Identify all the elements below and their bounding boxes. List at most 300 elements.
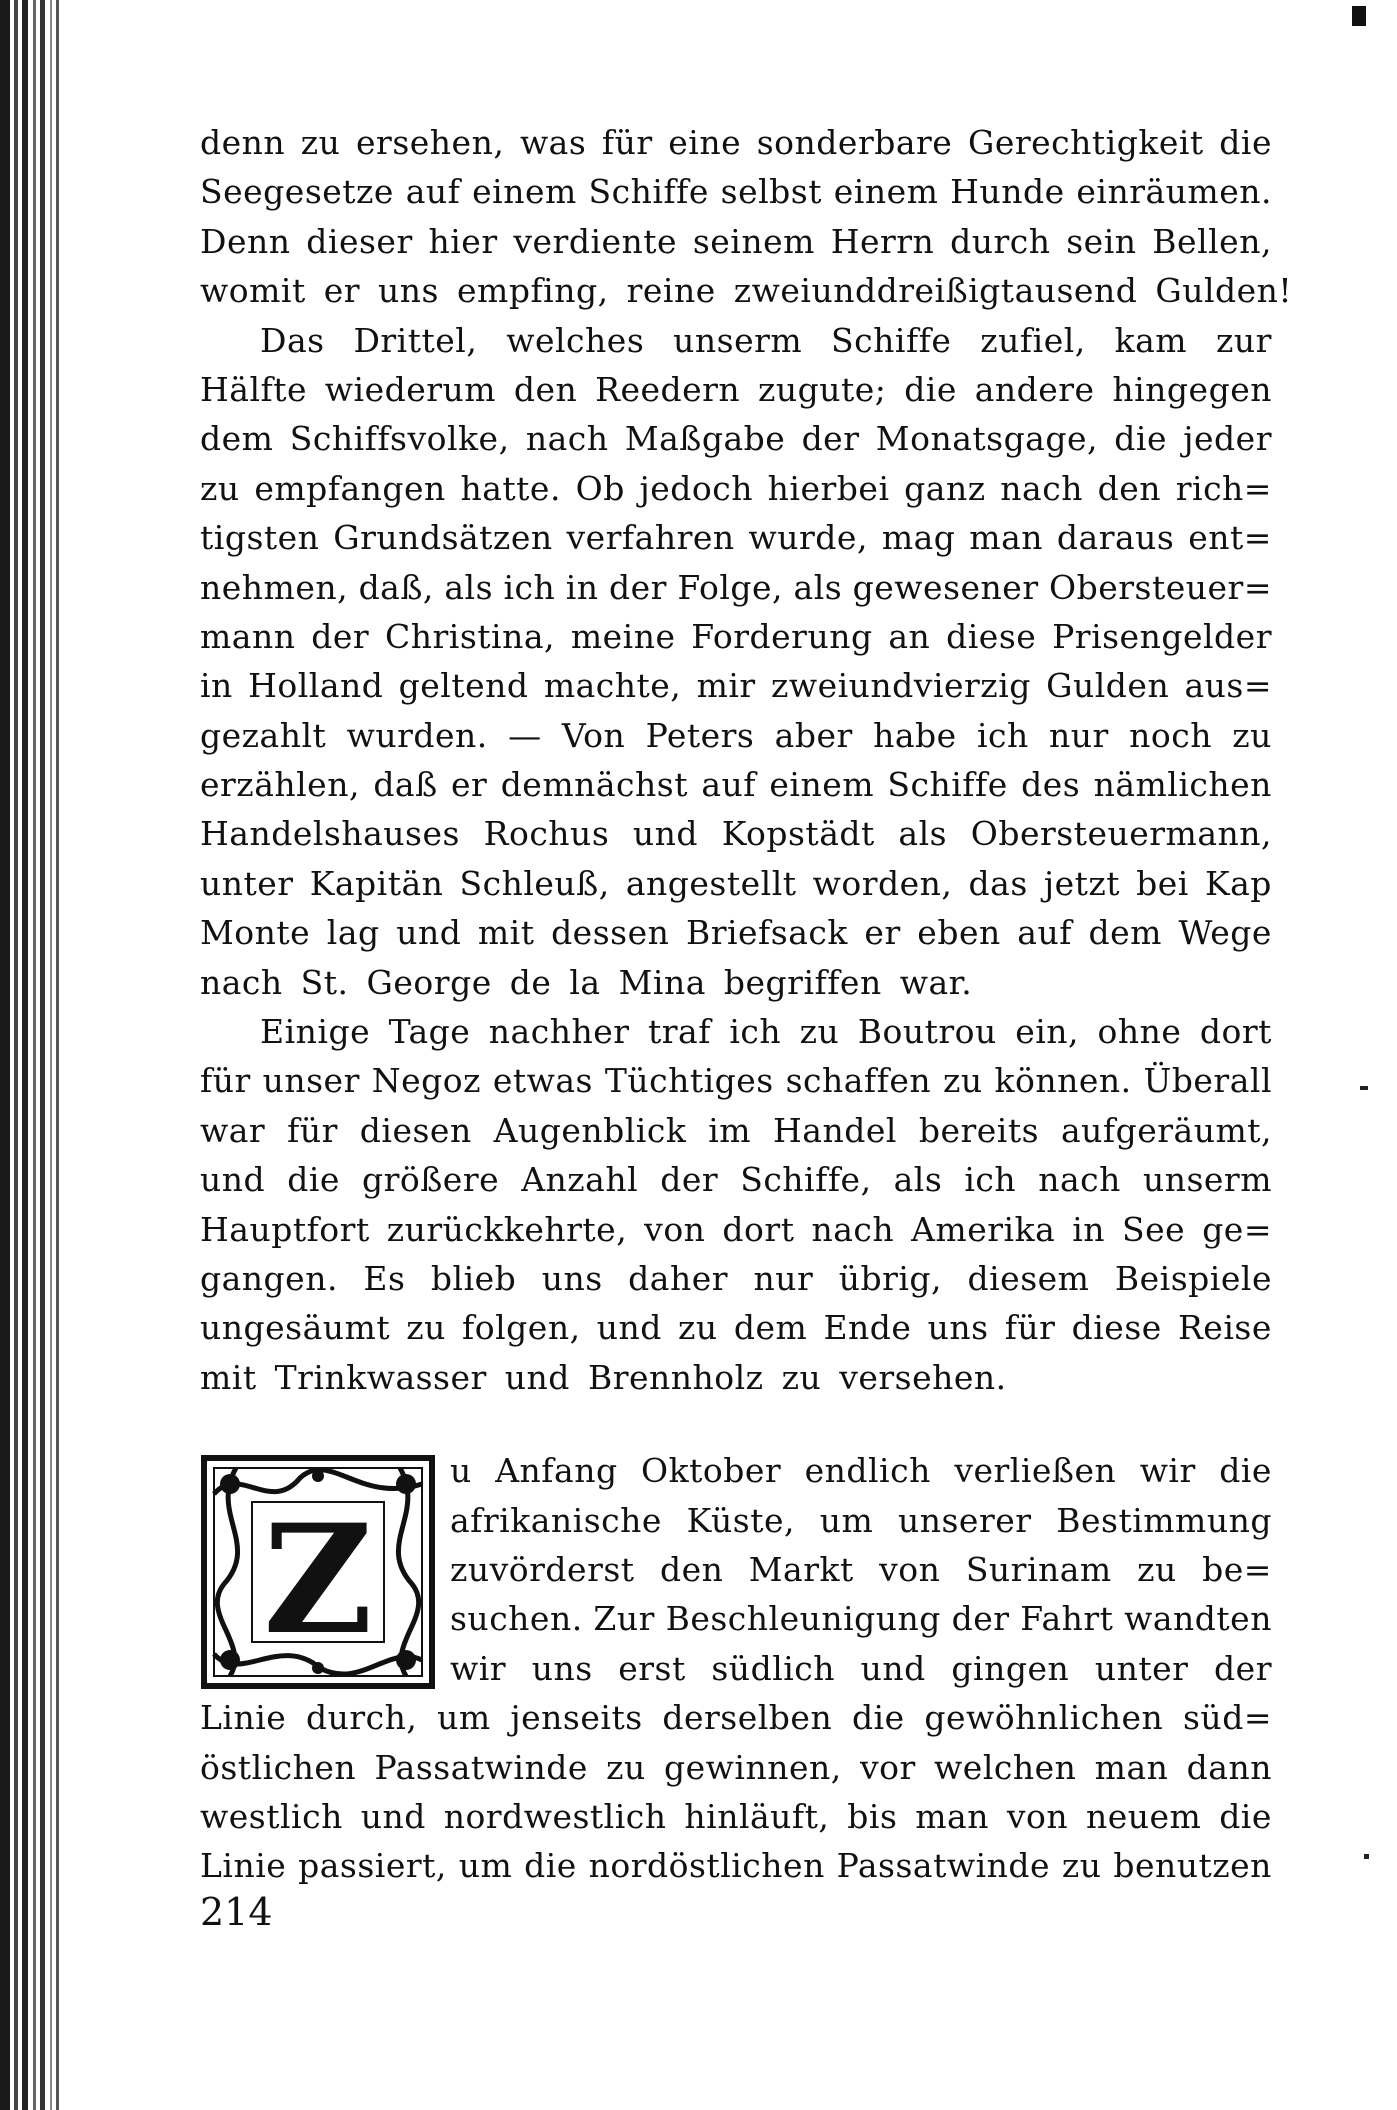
word: die <box>1114 419 1168 459</box>
word: für <box>287 1110 338 1150</box>
word: und <box>200 1160 266 1200</box>
word: Handel <box>773 1110 897 1150</box>
text-line <box>200 711 1272 760</box>
word: erst <box>618 1648 686 1688</box>
word: der <box>1214 1648 1272 1688</box>
text-line <box>200 1841 1272 1890</box>
ornamental-initial <box>200 1454 436 1690</box>
word: folgen, <box>462 1308 581 1348</box>
word: einräumen. <box>1076 172 1272 212</box>
word: einem <box>769 765 875 805</box>
word: von <box>644 1209 706 1249</box>
word: als <box>898 814 948 854</box>
word: gewöhnlichen <box>924 1698 1164 1738</box>
word: dem <box>733 1308 808 1348</box>
word: diese <box>946 616 1037 656</box>
word: bis <box>847 1796 898 1836</box>
word: kam <box>1114 320 1188 360</box>
word: mit <box>200 1357 257 1397</box>
text-line <box>200 1007 1272 1056</box>
word: ge= <box>1202 1209 1272 1249</box>
word: ersehen, <box>356 123 505 162</box>
word: unserer <box>897 1500 1032 1540</box>
word: habe <box>873 715 957 755</box>
text-line <box>450 1496 1272 1545</box>
binding-edge <box>0 0 64 2110</box>
word: gingen <box>951 1648 1070 1688</box>
word: hatte. <box>460 468 561 508</box>
word: andere <box>974 369 1095 409</box>
word: Holland <box>248 666 384 706</box>
word: können. <box>994 1061 1132 1101</box>
word: im <box>708 1110 752 1150</box>
word: empfing, <box>457 271 609 311</box>
word: nach <box>200 962 283 1002</box>
word: machte, <box>543 666 682 706</box>
word: Peters <box>645 715 755 755</box>
word: aber <box>774 715 853 755</box>
word: zufiel, <box>980 320 1086 360</box>
word: Hälfte <box>200 369 308 409</box>
word: Rochus <box>483 814 610 854</box>
word: südlich <box>711 1648 836 1688</box>
word: reine <box>626 271 716 311</box>
word: traf <box>647 1012 711 1052</box>
word: Kopstädt <box>721 814 875 854</box>
word: noch <box>1129 715 1212 755</box>
word: worden, <box>812 863 953 903</box>
word: zu <box>606 1747 646 1787</box>
word: zu <box>406 1308 446 1348</box>
word: Maßgabe <box>624 419 786 459</box>
text-line <box>450 1594 1272 1643</box>
word: größere <box>361 1160 500 1200</box>
word: Trinkwasser <box>274 1357 487 1397</box>
word: tigsten <box>200 518 320 558</box>
word: gezahlt <box>200 715 327 755</box>
word: angestellt <box>625 863 797 903</box>
word: seinem <box>692 221 815 261</box>
word: übrig, <box>838 1258 943 1298</box>
word: Grundsätzen <box>333 518 553 558</box>
word: dort <box>722 1209 795 1249</box>
word: man <box>969 518 1044 558</box>
word: Bellen, <box>1152 221 1272 261</box>
word: u <box>450 1451 472 1491</box>
word: und <box>860 1648 926 1688</box>
word: daher <box>628 1258 728 1298</box>
word: hinläuft, <box>684 1796 830 1836</box>
text-line <box>200 563 1272 612</box>
word: und <box>360 1796 426 1836</box>
word: gewesener <box>852 567 1039 607</box>
word: See <box>1122 1209 1186 1249</box>
word: war. <box>899 962 973 1002</box>
text-line <box>200 1792 1272 1841</box>
text-line <box>200 414 1272 463</box>
word: hingegen <box>1112 369 1272 409</box>
text-line <box>200 365 1272 414</box>
word: bereits <box>918 1110 1040 1150</box>
word: daß, <box>358 567 434 607</box>
word: Brennholz <box>587 1357 764 1397</box>
word: Gulden <box>1046 666 1170 706</box>
word: Anzahl <box>521 1160 639 1200</box>
word: jenseits <box>510 1698 643 1738</box>
word: Ende <box>823 1308 912 1348</box>
word: Es <box>363 1258 406 1298</box>
text-line <box>450 1446 1272 1495</box>
word: sein <box>1066 221 1137 261</box>
word: Passatwinde <box>836 1846 1051 1886</box>
word: verließen <box>954 1451 1117 1491</box>
text-line <box>200 217 1272 266</box>
text-line <box>200 859 1272 908</box>
word: empfangen <box>254 468 446 508</box>
word: ein, <box>1015 1012 1080 1052</box>
word: Beschleunigung <box>665 1599 941 1639</box>
word: als <box>444 567 494 607</box>
word: Markt <box>748 1549 854 1589</box>
word: von <box>1006 1796 1069 1836</box>
word: zugute; <box>757 369 887 409</box>
word: Beispiele <box>1114 1258 1272 1298</box>
word: die <box>1219 1451 1272 1491</box>
word: Forderung <box>691 616 873 656</box>
word: er <box>323 271 361 311</box>
word: den <box>659 1549 724 1589</box>
dropcap-paragraph <box>200 1446 1272 1891</box>
word: Kapitän <box>309 863 444 903</box>
word: durch, <box>306 1698 418 1738</box>
word: und <box>396 913 462 953</box>
margin-mark <box>1364 1854 1369 1859</box>
text-line <box>200 167 1272 216</box>
word: einem <box>833 172 939 212</box>
text-line <box>200 118 1272 167</box>
word: Schleuß, <box>459 863 610 903</box>
word: für <box>1004 1308 1056 1348</box>
page-body <box>200 118 1293 1891</box>
text-line <box>200 316 1272 365</box>
word: Drittel, <box>353 320 478 360</box>
word: nordwestlich <box>443 1796 667 1836</box>
text-line <box>200 1155 1272 1204</box>
word: war <box>200 1110 266 1150</box>
word: westlich <box>200 1796 343 1836</box>
word: Wege <box>1178 913 1272 953</box>
word: Ob <box>575 468 625 508</box>
word: be= <box>1202 1549 1272 1589</box>
word: hierbei <box>767 468 890 508</box>
word: diese <box>1071 1308 1162 1348</box>
text-line <box>450 1644 1272 1693</box>
word: — <box>508 715 542 755</box>
word: zu <box>1061 1846 1102 1886</box>
word: jedoch <box>639 468 753 508</box>
word: des <box>1021 765 1081 805</box>
word: derselben <box>662 1698 833 1738</box>
word: durch <box>950 221 1051 261</box>
word: und <box>632 814 699 854</box>
word: ich <box>976 715 1029 755</box>
word: die <box>1219 1796 1272 1836</box>
word: man <box>915 1796 989 1836</box>
word: man <box>1094 1747 1169 1787</box>
text-line <box>200 1056 1272 1105</box>
word: erzählen, <box>200 765 360 805</box>
text-line <box>200 1693 1272 1742</box>
word: sonderbare <box>756 123 953 162</box>
word: für <box>601 123 653 162</box>
margin-mark <box>1360 1086 1368 1090</box>
word: eben <box>917 913 1001 953</box>
word: daraus <box>1056 518 1175 558</box>
corner-mark <box>1352 6 1366 26</box>
word: und <box>504 1357 570 1397</box>
word: hier <box>428 221 498 261</box>
word: Prisengelder <box>1052 616 1272 656</box>
text-line <box>200 513 1272 562</box>
word: wurde, <box>748 518 868 558</box>
word: um <box>437 1698 491 1738</box>
word: bei <box>1136 863 1189 903</box>
word: Hunde <box>950 172 1065 212</box>
word: neuem <box>1085 1796 1202 1836</box>
word: Christina, <box>385 616 556 656</box>
word: wandten <box>1124 1599 1272 1639</box>
word: Herrn <box>830 221 935 261</box>
word: Schiffe <box>887 765 1008 805</box>
word: schaffen <box>785 1061 932 1101</box>
word: jeder <box>1183 419 1272 459</box>
word: als <box>893 1160 943 1200</box>
word: diesen <box>359 1110 472 1150</box>
word: verdiente <box>513 221 678 261</box>
word: geltend <box>398 666 529 706</box>
word: nur <box>1049 715 1109 755</box>
word: demnächst <box>500 765 688 805</box>
word: Schiffe <box>588 172 709 212</box>
word: östlichen <box>200 1747 357 1787</box>
word: zu <box>1137 1549 1177 1589</box>
word: dort <box>1199 1012 1272 1052</box>
word: Kap <box>1204 863 1272 903</box>
paragraph-3 <box>200 1007 1272 1402</box>
text-line <box>200 661 1272 710</box>
text-line <box>200 464 1272 513</box>
word: ganz <box>904 468 986 508</box>
word: er <box>864 913 901 953</box>
word: Obersteuer= <box>1049 567 1272 607</box>
word: denn <box>200 123 286 162</box>
word: George <box>366 962 492 1002</box>
paragraph-2 <box>200 316 1272 1007</box>
word: Passatwinde <box>374 1747 588 1787</box>
text-line <box>200 958 1272 1007</box>
word: diesem <box>967 1258 1090 1298</box>
word: Boutrou <box>857 1012 997 1052</box>
word: rich= <box>1175 468 1272 508</box>
word: vor <box>860 1747 916 1787</box>
word: Denn <box>200 221 291 261</box>
word: ent= <box>1188 518 1272 558</box>
word: womit <box>200 271 306 311</box>
word: welches <box>506 320 645 360</box>
word: in <box>1072 1209 1106 1249</box>
text-line <box>450 1545 1272 1594</box>
word: süd= <box>1183 1698 1272 1738</box>
word: zu <box>300 123 341 162</box>
word: zweiundvierzig <box>770 666 1031 706</box>
word: mag <box>881 518 956 558</box>
word: Fahrt <box>1020 1599 1114 1639</box>
word: den <box>513 369 578 409</box>
word: wiederum <box>324 369 497 409</box>
word: der <box>311 616 370 656</box>
word: blieb <box>430 1258 517 1298</box>
word: und <box>596 1308 662 1348</box>
word: wurden. <box>346 715 488 755</box>
word: wir <box>1139 1451 1196 1491</box>
word: zurückkehrte, <box>386 1209 628 1249</box>
word: la <box>569 962 601 1002</box>
text-line <box>200 1106 1272 1155</box>
text-line <box>200 1353 1272 1402</box>
word: unserm <box>673 320 803 360</box>
word: nordöstlichen <box>588 1846 825 1886</box>
word: Folge, <box>677 567 784 607</box>
word: auf <box>1017 913 1072 953</box>
text-line <box>200 1743 1272 1792</box>
word: nach <box>1038 1160 1121 1200</box>
word: auf <box>405 172 461 212</box>
word: selbst <box>720 172 822 212</box>
word: die <box>287 1160 340 1200</box>
word: etwas <box>492 1061 593 1101</box>
word: ich <box>964 1160 1017 1200</box>
word: unter <box>200 863 294 903</box>
word: aufgeräumt, <box>1060 1110 1272 1150</box>
word: Reedern <box>595 369 741 409</box>
word: zu <box>678 1308 718 1348</box>
word: in <box>200 666 233 706</box>
word: Briefsack <box>685 913 848 953</box>
word: ich <box>503 567 556 607</box>
word: Linie <box>200 1846 287 1886</box>
word: uns <box>378 271 439 311</box>
word: der <box>951 1599 1010 1639</box>
word: die <box>904 369 957 409</box>
word: unserm <box>1142 1160 1272 1200</box>
word: benutzen <box>1113 1846 1272 1886</box>
word: zur <box>1215 320 1272 360</box>
word: nach <box>525 419 609 459</box>
word: verfahren <box>566 518 735 558</box>
word: dann <box>1186 1747 1272 1787</box>
text-line <box>200 266 1293 315</box>
word: nach <box>811 1209 895 1249</box>
word: Schiffe, <box>740 1160 872 1200</box>
word: Amerika <box>911 1209 1056 1249</box>
word: daß <box>373 765 438 805</box>
word: mit <box>477 913 535 953</box>
word: suchen. <box>450 1599 583 1639</box>
word: Schiffe <box>831 320 952 360</box>
word: was <box>519 123 587 162</box>
word: von <box>879 1549 941 1589</box>
word: Reise <box>1177 1308 1272 1348</box>
dropcap-letter: Z <box>263 1492 373 1669</box>
word: mir <box>696 666 756 706</box>
word: Einige <box>260 1012 371 1052</box>
word: Obersteuermann, <box>970 814 1272 854</box>
word: dessen <box>551 913 670 953</box>
word: nach <box>1000 468 1083 508</box>
word: ungesäumt <box>200 1308 391 1348</box>
word: Augenblick <box>493 1110 687 1150</box>
word: Küste, <box>686 1500 796 1540</box>
word: dieser <box>306 221 413 261</box>
word: Gulden! <box>1155 271 1293 311</box>
word: nämlichen <box>1093 765 1272 805</box>
word: die <box>851 1698 905 1738</box>
word: den <box>1097 468 1162 508</box>
word: nur <box>753 1258 814 1298</box>
word: Bestimmung <box>1056 1500 1272 1540</box>
word: Anfang <box>495 1451 618 1491</box>
page-number: 214 <box>200 1890 273 1934</box>
word: zu <box>942 1061 983 1101</box>
word: der <box>801 419 860 459</box>
word: Mina <box>618 962 706 1002</box>
text-line <box>200 908 1272 957</box>
word: der <box>660 1160 719 1200</box>
word: Überall <box>1143 1061 1272 1101</box>
word: nehmen, <box>200 567 349 607</box>
word: passiert, <box>298 1846 447 1886</box>
word: zweiunddreißigtausend <box>733 271 1138 311</box>
word: Handelshauses <box>200 814 460 854</box>
word: gewinnen, <box>664 1747 842 1787</box>
word: zu <box>200 468 240 508</box>
word: ich <box>729 1012 782 1052</box>
text-line <box>200 612 1272 661</box>
word: an <box>888 616 931 656</box>
word: dem <box>200 419 274 459</box>
word: zu <box>781 1357 822 1397</box>
word: Das <box>260 320 325 360</box>
word: Oktober <box>641 1451 782 1491</box>
paragraph-1 <box>200 118 1293 316</box>
word: eine <box>668 123 742 162</box>
word: unter <box>1094 1648 1189 1688</box>
word: lag <box>326 913 380 953</box>
word: einem <box>472 172 577 212</box>
word: für <box>200 1061 251 1101</box>
word: zu <box>1232 715 1272 755</box>
word: welchen <box>934 1747 1077 1787</box>
word: Monte <box>200 913 311 953</box>
word: uns <box>927 1308 989 1348</box>
word: de <box>509 962 552 1002</box>
word: auf <box>701 765 757 805</box>
word: ohne <box>1097 1012 1182 1052</box>
word: Surinam <box>965 1549 1112 1589</box>
word: Tüchtiges <box>604 1061 774 1101</box>
word: Linie <box>200 1698 287 1738</box>
word: zu <box>799 1012 840 1052</box>
